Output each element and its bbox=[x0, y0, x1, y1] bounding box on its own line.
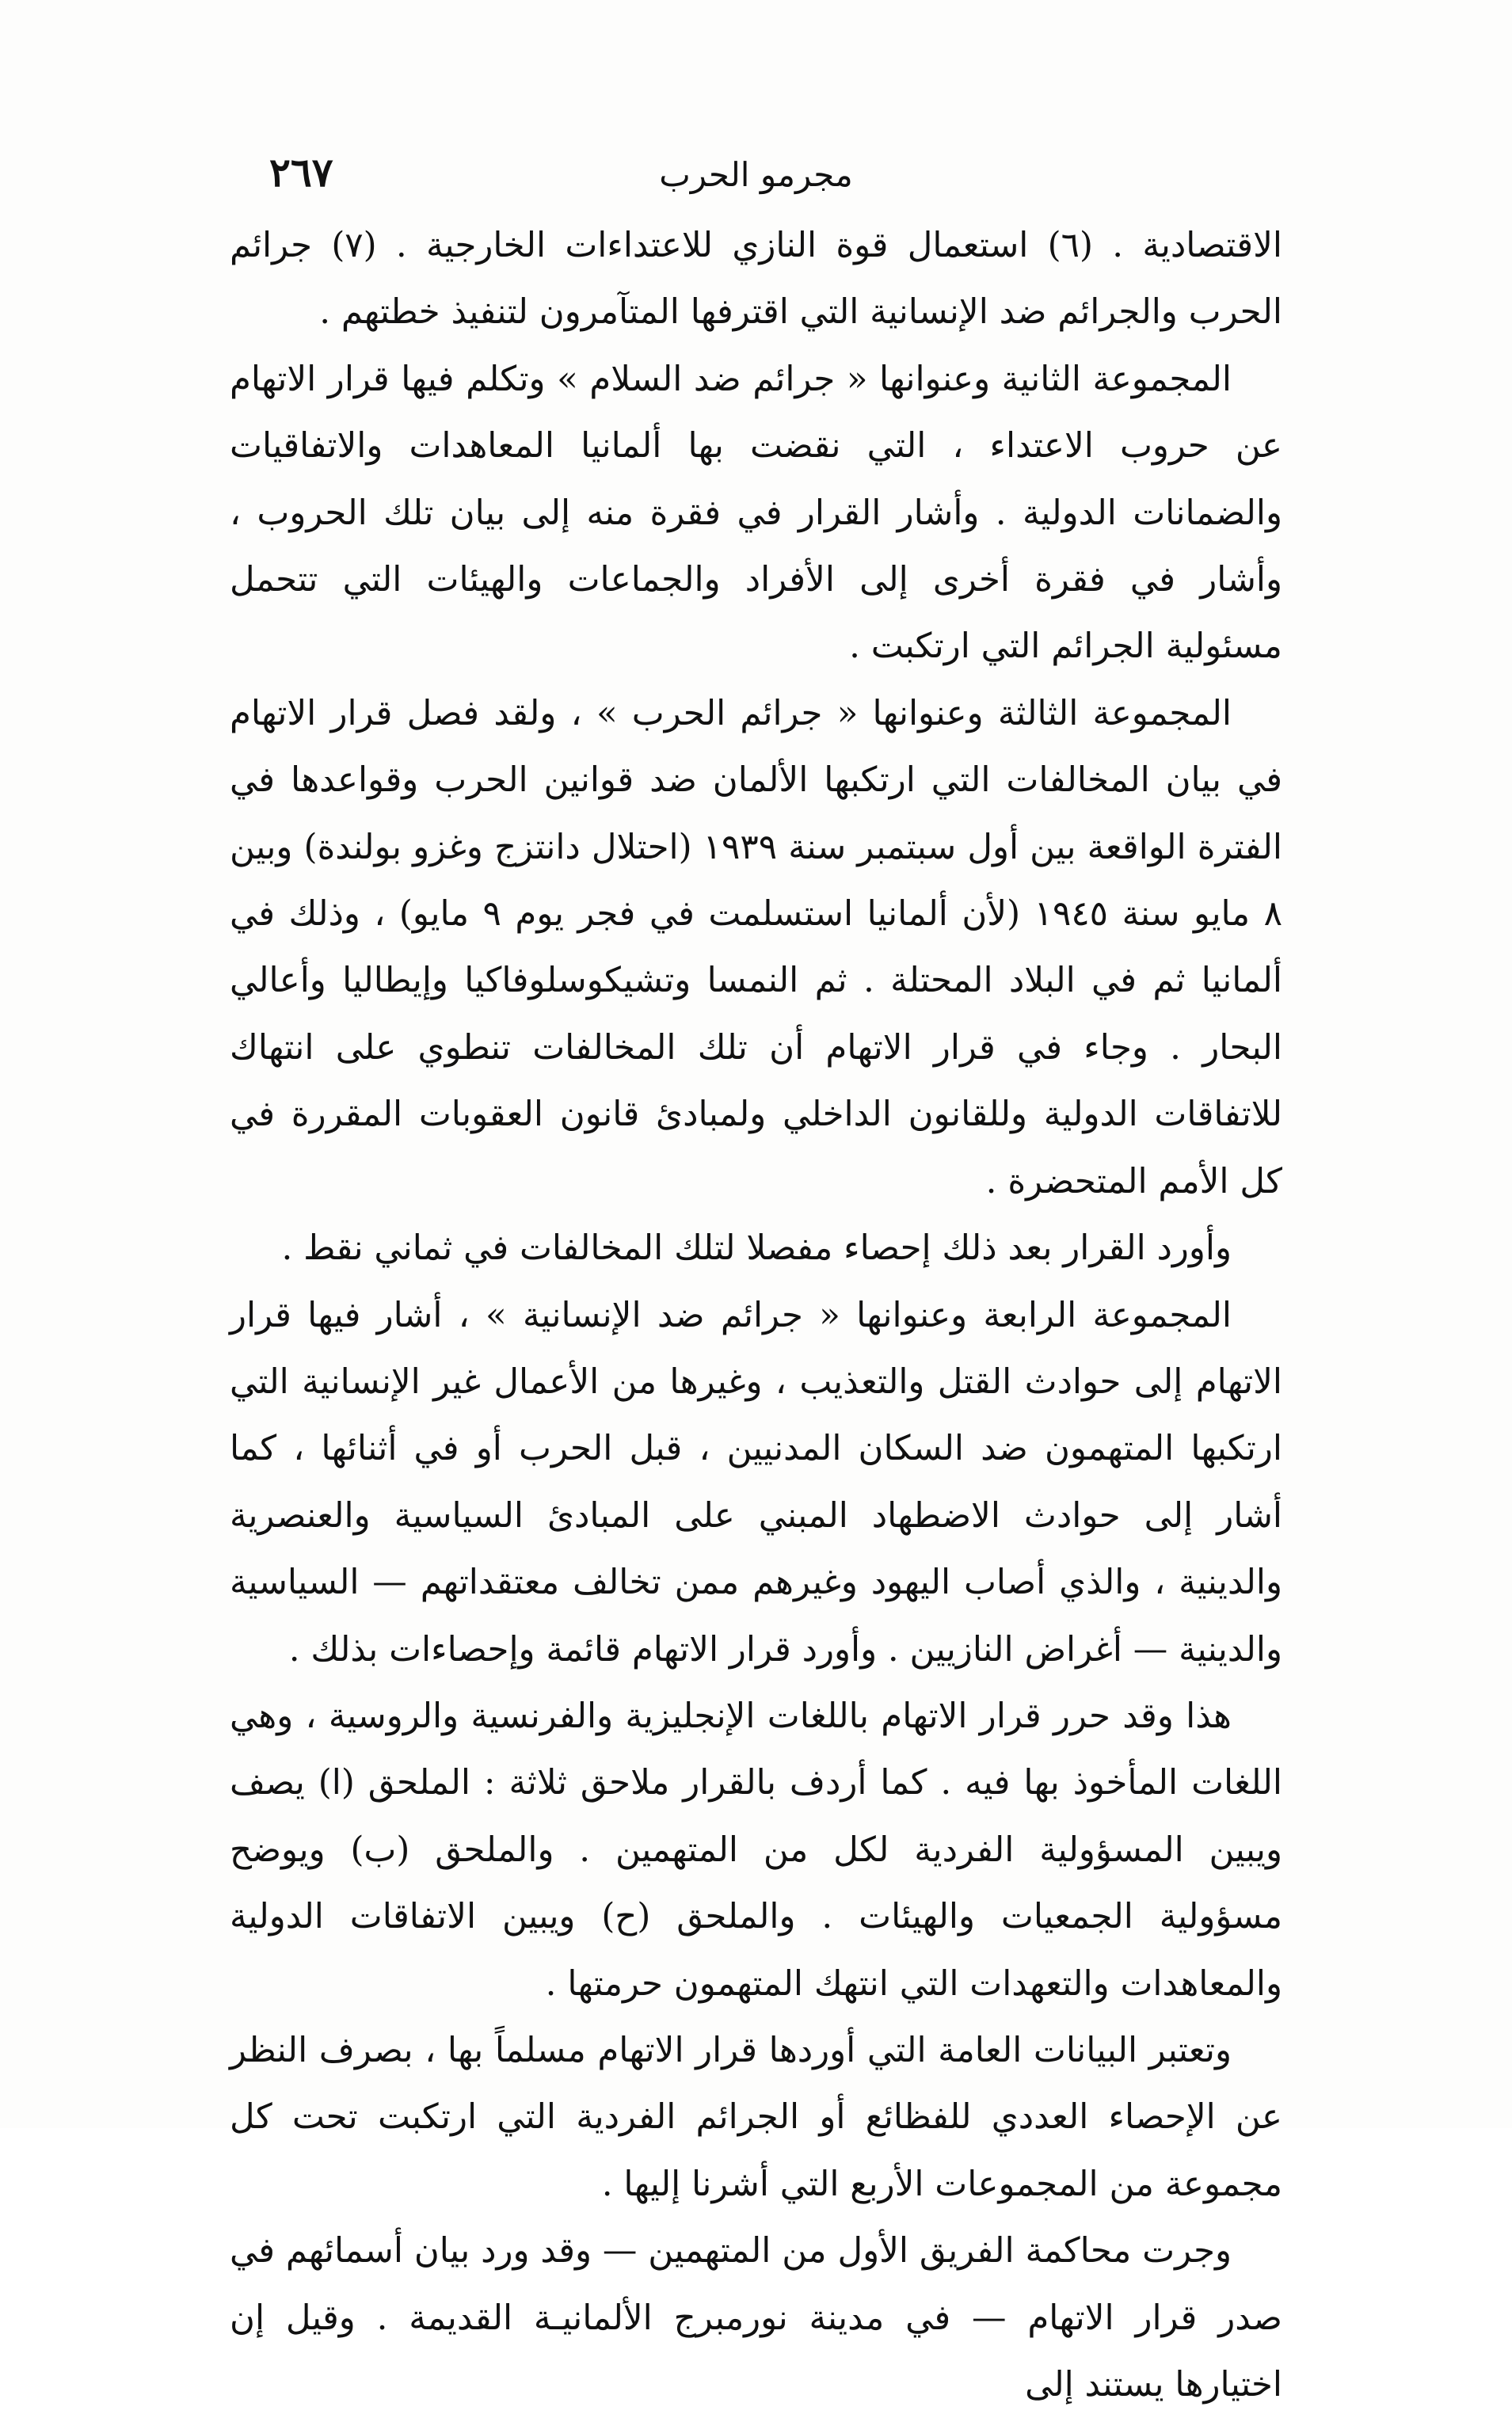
running-title: مجرمو الحرب bbox=[659, 155, 853, 194]
paragraph-3: المجموعة الثالثة وعنوانها « جرائم الحرب » ، ولقد فصل قرار الاتهام في بيان المخالفات التي ارتكبها الألمان ضد قوانين الحرب وقواعدها في الفترة الواقعة بين أول سبتمبر سنة ١٩٣٩ (احتلال دانتزج وغزو بولندة) وبين ٨ مايو سنة ١٩٤٥ (لأن ألمانيا استسلمت في فجر يوم ٩ مايو) ، وذلك في ألمانيا ثم في البلاد المحتلة . ثم النمسا وتشيكوسلوفاكيا وإيطاليا وأعالي البحار . وجاء في قرار الاتهام أن تلك المخالفات تنطوي على انتهاك للاتفاقات الدولية وللقانون الداخلي ولمبادئ قانون العقوبات المقررة في كل الأمم المتحضرة . bbox=[230, 693, 1282, 1201]
page-number: ٢٦٧ bbox=[269, 149, 333, 196]
paragraph-2: المجموعة الثانية وعنوانها « جرائم ضد السلام » وتكلم فيها قرار الاتهام عن حروب الاعتداء ، التي نقضت بها ألمانيا المعاهدات والاتفاقيات والضمانات الدولية . وأشار القرار في فقرة منه إلى بيان تلك الحروب ، وأشار في فقرة أخرى إلى الأفراد والجماعات والهيئات التي تتحمل مسئولية الجرائم التي ارتكبت . bbox=[230, 359, 1282, 667]
paragraph-8: وجرت محاكمة الفريق الأول من المتهمين — وقد ورد بيان أسمائهم في صدر قرار الاتهام — في مدينة نورمبرج الألمانيـة القديمة . وقيل إن اختيارها يستند إلى bbox=[230, 2231, 1282, 2405]
running-header bbox=[222, 149, 1290, 204]
paragraph-6: هذا وقد حرر قرار الاتهام باللغات الإنجليزية والفرنسية والروسية ، وهي اللغات المأخوذ بها فيه . كما أردف بالقرار ملاحق ثلاثة : الملحق (ا) يصف ويبين المسؤولية الفردية لكل من المتهمين . والملحق (ب) ويوضح مسؤولية الجمعيات والهيئات . والملحق (ح) ويبين الاتفاقات الدولية والمعاهدات والتعهدات التي انتهك المتهمون حرمتها . bbox=[230, 1696, 1282, 2004]
paragraph-1: الاقتصادية . (٦) استعمال قوة النازي للاعتداءات الخارجية . (٧) جرائم الحرب والجرائم ضد الإنسانية التي اقترفها المتآمرون لتنفيذ خطتهم . bbox=[230, 226, 1282, 333]
body-text bbox=[230, 212, 1282, 2418]
paragraph-7: وتعتبر البيانات العامة التي أوردها قرار الاتهام مسلماً بها ، بصرف النظر عن الإحصاء العددي للفظائع أو الجرائم الفردية التي ارتكبت تحت كل مجموعة من المجموعات الأربع التي أشرنا إليها . bbox=[230, 2030, 1282, 2204]
paragraph-4: وأورد القرار بعد ذلك إحصاء مفصلا لتلك المخالفات في ثماني نقط . bbox=[281, 1228, 1232, 1269]
paragraph-5: المجموعة الرابعة وعنوانها « جرائم ضد الإنسانية » ، أشار فيها قرار الاتهام إلى حوادث القتل والتعذيب ، وغيرها من الأعمال غير الإنسانية التي ارتكبها المتهمون ضد السكان المدنيين ، قبل الحرب أو في أثنائها ، كما أشار إلى حوادث الاضطهاد المبني على المبادئ السياسية والعنصرية والدينية ، والذي أصاب اليهود وغيرهم ممن تخالف معتقداتهم — السياسية والدينية — أغراض النازيين . وأورد قرار الاتهام قائمة وإحصاءات بذلك . bbox=[230, 1295, 1282, 1670]
